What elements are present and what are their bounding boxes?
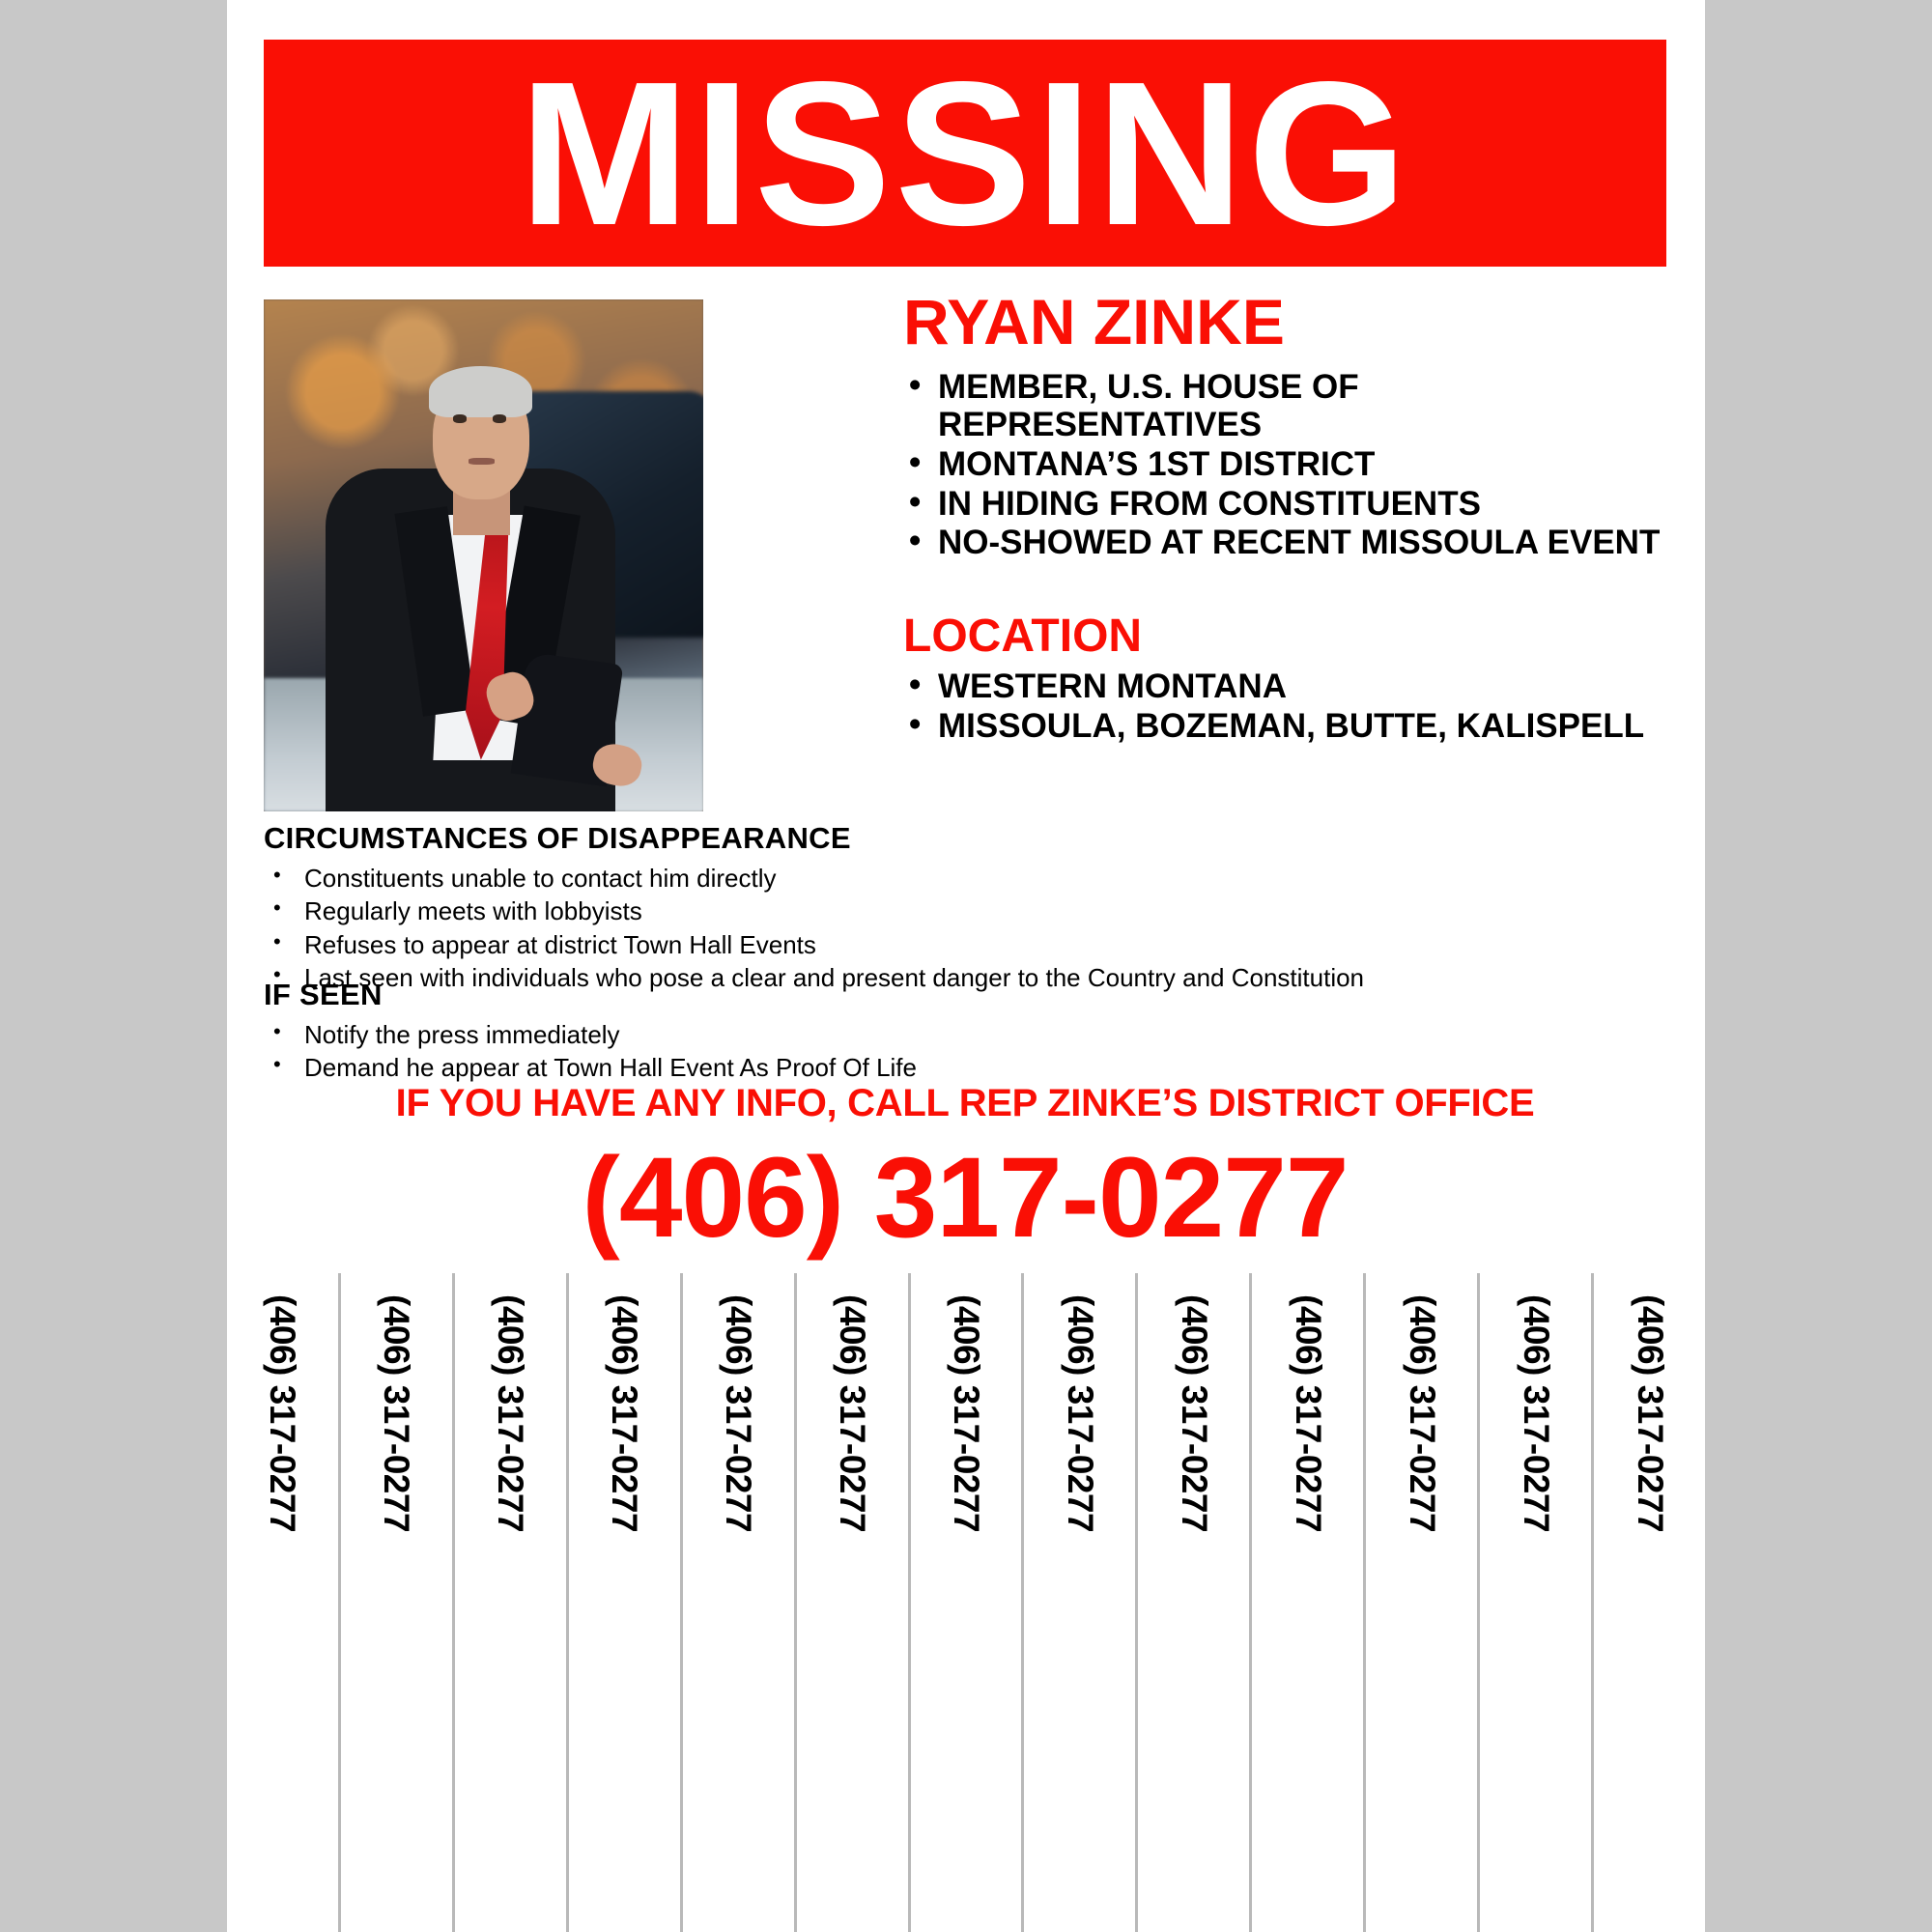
list-item: • Constituents unable to contact him directly bbox=[264, 862, 1664, 895]
tear-off-tab[interactable] bbox=[566, 1273, 680, 1932]
missing-banner bbox=[264, 40, 1666, 267]
tear-off-tab[interactable] bbox=[227, 1273, 338, 1932]
tear-off-tab-phone: (406) 317-0277 bbox=[946, 1294, 986, 1533]
tear-off-tab-strip bbox=[227, 1273, 1705, 1932]
if-seen-list bbox=[264, 1018, 1664, 1085]
tear-off-tab-phone: (406) 317-0277 bbox=[1060, 1294, 1100, 1533]
list-item: • MEMBER, U.S. HOUSE OF REPRESENTATIVES bbox=[903, 369, 1666, 444]
tear-off-tab[interactable] bbox=[1135, 1273, 1249, 1932]
tear-off-tab[interactable] bbox=[1021, 1273, 1135, 1932]
tear-off-tab-phone: (406) 317-0277 bbox=[1402, 1294, 1442, 1533]
photo-hair bbox=[429, 366, 532, 417]
phone-number-large: (406) 317-0277 bbox=[582, 1134, 1349, 1262]
subject-name: RYAN ZINKE bbox=[903, 286, 1285, 357]
photo-of-ryan-zinke bbox=[264, 299, 703, 811]
list-item: • MONTANA’S 1ST DISTRICT bbox=[903, 446, 1666, 484]
location-heading: LOCATION bbox=[903, 611, 1143, 662]
list-item: • Regularly meets with lobbyists bbox=[264, 895, 1664, 927]
tear-off-tab-phone: (406) 317-0277 bbox=[263, 1294, 303, 1533]
photo-eye-right bbox=[493, 414, 507, 422]
tear-off-tab-phone: (406) 317-0277 bbox=[1174, 1294, 1214, 1533]
missing-banner-word: MISSING bbox=[519, 38, 1411, 268]
tear-off-tab[interactable] bbox=[1477, 1273, 1591, 1932]
tear-off-tab-phone: (406) 317-0277 bbox=[1288, 1294, 1328, 1533]
photo-eye-left bbox=[453, 414, 468, 422]
subject-facts-list bbox=[903, 369, 1666, 564]
circumstances-section bbox=[264, 821, 1664, 994]
tear-off-tab-phone: (406) 317-0277 bbox=[1516, 1294, 1556, 1533]
list-item: • Last seen with individuals who pose a clear and present danger to the Country and Constitution bbox=[264, 961, 1664, 994]
tear-off-tab-phone: (406) 317-0277 bbox=[719, 1294, 759, 1533]
list-item: • IN HIDING FROM CONSTITUENTS bbox=[903, 486, 1666, 524]
circumstances-list bbox=[264, 862, 1664, 994]
tear-off-tab-phone: (406) 317-0277 bbox=[605, 1294, 645, 1533]
tear-off-tab-phone: (406) 317-0277 bbox=[491, 1294, 531, 1533]
tear-off-tab[interactable] bbox=[338, 1273, 452, 1932]
list-item: • Refuses to appear at district Town Hall Events bbox=[264, 928, 1664, 961]
missing-poster bbox=[227, 0, 1705, 1932]
tear-off-tab[interactable] bbox=[452, 1273, 566, 1932]
tear-off-tab-phone: (406) 317-0277 bbox=[833, 1294, 873, 1533]
tear-off-tab[interactable] bbox=[1363, 1273, 1477, 1932]
tear-off-tab-phone: (406) 317-0277 bbox=[377, 1294, 417, 1533]
photo-mouth bbox=[469, 458, 495, 465]
if-seen-section bbox=[264, 978, 1664, 1085]
list-item: • MISSOULA, BOZEMAN, BUTTE, KALISPELL bbox=[903, 708, 1666, 746]
list-item: • Demand he appear at Town Hall Event As Proof Of Life bbox=[264, 1051, 1664, 1084]
tear-off-tab-phone: (406) 317-0277 bbox=[1630, 1294, 1670, 1533]
call-to-action-text: IF YOU HAVE ANY INFO, CALL REP ZINKE’S DISTRICT OFFICE bbox=[395, 1082, 1535, 1124]
list-item: • Notify the press immediately bbox=[264, 1018, 1664, 1051]
tear-off-tab[interactable] bbox=[680, 1273, 794, 1932]
if-seen-heading: IF SEEN bbox=[264, 978, 383, 1011]
location-list bbox=[903, 668, 1666, 748]
tear-off-tab[interactable] bbox=[1591, 1273, 1705, 1932]
tear-off-tab[interactable] bbox=[1249, 1273, 1363, 1932]
list-item: • NO-SHOWED AT RECENT MISSOULA EVENT bbox=[903, 525, 1666, 562]
circumstances-heading: CIRCUMSTANCES OF DISAPPEARANCE bbox=[264, 821, 851, 855]
list-item: • WESTERN MONTANA bbox=[903, 668, 1666, 706]
tear-off-tab[interactable] bbox=[908, 1273, 1022, 1932]
tear-off-tab[interactable] bbox=[794, 1273, 908, 1932]
